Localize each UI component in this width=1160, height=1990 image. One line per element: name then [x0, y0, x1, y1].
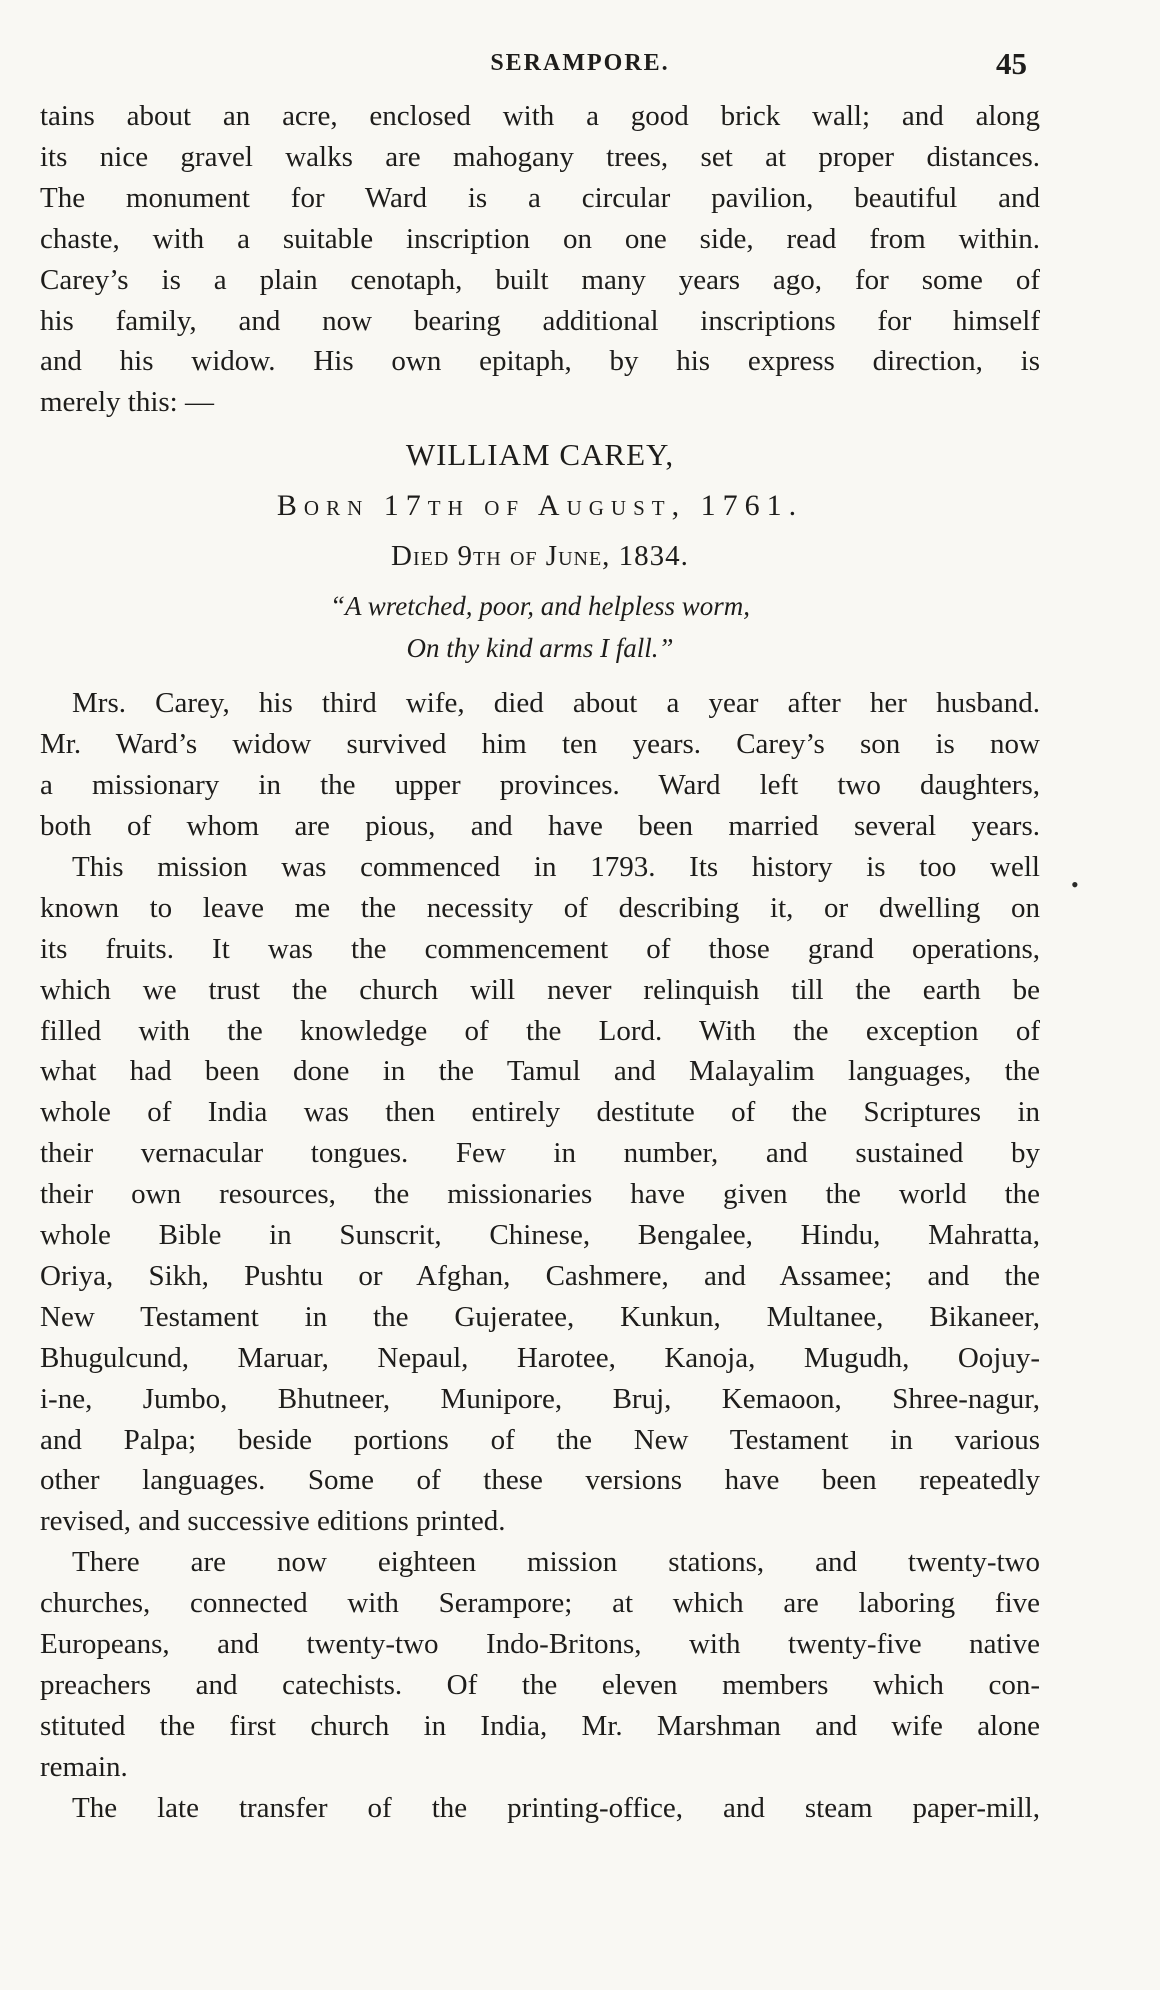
- paragraph-4: [40, 1542, 1040, 1787]
- text-line: The monument for Ward is a circular pavilion, beautiful and: [40, 181, 1040, 214]
- epitaph: [40, 429, 1040, 683]
- margin-mark: •: [1071, 872, 1079, 897]
- epitaph-verse-line: On thy kind arms I fall.”: [406, 633, 674, 664]
- text-line: i-ne, Jumbo, Bhutneer, Munipore, Bruj, Kemaoon, Shree-nagur,: [40, 1382, 1040, 1415]
- text-line: There are now eighteen mission stations, and twenty-two: [72, 1546, 1040, 1579]
- text-line: and Palpa; beside portions of the New Testament in various: [40, 1423, 1040, 1456]
- text-line: tains about an acre, enclosed with a good brick wall; and along: [40, 100, 1040, 132]
- text-line: remain.: [40, 1750, 128, 1783]
- text-line: known to leave me the necessity of describing it, or dwelling on: [40, 891, 1040, 924]
- text-line: other languages. Some of these versions have been repeatedly: [40, 1464, 1040, 1497]
- page-number: 45: [996, 46, 1027, 81]
- text-line: their own resources, the missionaries have given the world the: [40, 1178, 1040, 1211]
- text-line: The late transfer of the printing-office, and steam paper-mill,: [72, 1791, 1040, 1824]
- text-line: his family, and now bearing additional inscriptions for himself: [40, 304, 1040, 337]
- text-line: whole Bible in Sunscrit, Chinese, Bengalee, Hindu, Mahratta,: [40, 1219, 1040, 1252]
- text-line: Mr. Ward’s widow survived him ten years. Carey’s son is now: [40, 728, 1040, 761]
- text-line: churches, connected with Serampore; at which are laboring five: [40, 1587, 1040, 1620]
- text-line: and his widow. His own epitaph, by his express direction, is: [40, 345, 1040, 378]
- text-line: Mrs. Carey, his third wife, died about a year after her husband.: [72, 687, 1040, 720]
- text-line: which we trust the church will never relinquish till the earth be: [40, 973, 1040, 1006]
- epitaph-died: Died 9th of June, 1834.: [391, 540, 689, 573]
- text-line: merely this: —: [40, 386, 214, 419]
- paragraph-5: [40, 1788, 1040, 1829]
- paragraph-3: [40, 847, 1040, 1542]
- text-line: filled with the knowledge of the Lord. With the exception of: [40, 1014, 1040, 1047]
- paragraph-2: [40, 683, 1040, 847]
- epitaph-name: WILLIAM CAREY,: [405, 437, 675, 473]
- text-line: This mission was commenced in 1793. Its history is too well: [72, 850, 1040, 883]
- text-line: New Testament in the Gujeratee, Kunkun, Multanee, Bikaneer,: [40, 1300, 1040, 1333]
- text-line: chaste, with a suitable inscription on one side, read from within.: [40, 222, 1040, 255]
- text-line: Bhugulcund, Maruar, Nepaul, Harotee, Kanoja, Mugudh, Oojuy-: [40, 1341, 1040, 1374]
- text-line: Carey’s is a plain cenotaph, built many years ago, for some of: [40, 263, 1040, 296]
- text-line: preachers and catechists. Of the eleven members which con-: [40, 1669, 1040, 1701]
- running-head: [0, 46, 1160, 86]
- body-text: [40, 96, 1040, 1829]
- text-line: a missionary in the upper provinces. Ward left two daughters,: [40, 769, 1040, 802]
- paragraph-1: [40, 96, 1040, 423]
- text-line: their vernacular tongues. Few in number, and sustained by: [40, 1137, 1040, 1170]
- text-line: Europeans, and twenty-two Indo-Britons, with twenty-five native: [40, 1628, 1040, 1661]
- text-line: its fruits. It was the commencement of those grand operations,: [40, 932, 1040, 965]
- text-line: both of whom are pious, and have been married several years.: [40, 809, 1040, 842]
- text-line: revised, and successive editions printed.: [40, 1505, 506, 1538]
- text-line: whole of India was then entirely destitute of the Scriptures in: [40, 1096, 1040, 1129]
- text-line: stituted the first church in India, Mr. Marshman and wife alone: [40, 1709, 1040, 1742]
- text-line: its nice gravel walks are mahogany trees, set at proper distances.: [40, 140, 1040, 173]
- running-title: SERAMPORE.: [490, 50, 670, 76]
- text-line: what had been done in the Tamul and Malayalim languages, the: [40, 1055, 1040, 1088]
- epitaph-born: Born 17th of August, 1761.: [276, 489, 804, 523]
- text-line: Oriya, Sikh, Pushtu or Afghan, Cashmere, and Assamee; and the: [40, 1259, 1040, 1292]
- epitaph-verse-line: “A wretched, poor, and helpless worm,: [329, 591, 750, 622]
